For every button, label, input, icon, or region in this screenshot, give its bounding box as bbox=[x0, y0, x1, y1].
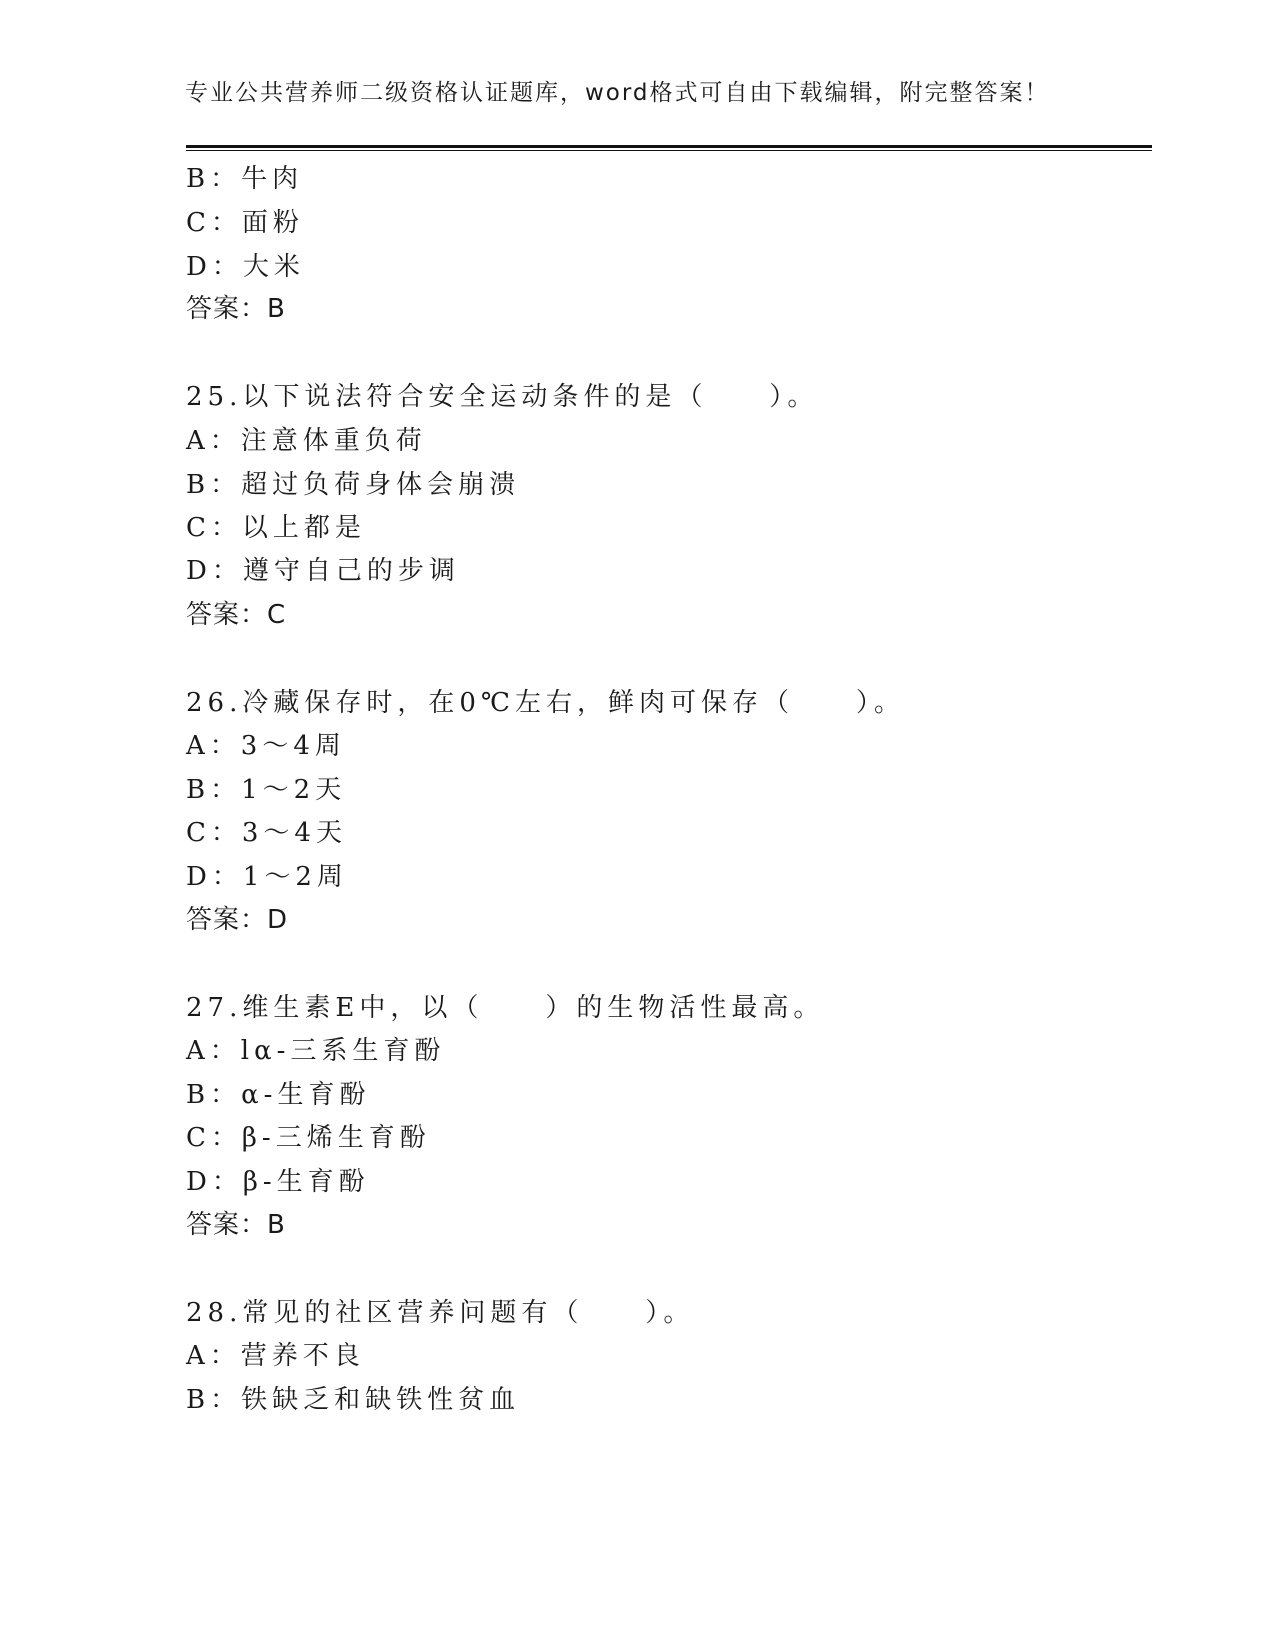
option-d: D：β-生育酚 bbox=[186, 1167, 370, 1197]
page-header: 专业公共营养师二级资格认证题库，word格式可自由下载编辑，附完整答案！ bbox=[185, 80, 1050, 106]
option-a: A：注意体重负荷 bbox=[186, 426, 427, 456]
option-d: D：大米 bbox=[186, 252, 305, 282]
question-stem: 27.维生素E中，以（ ）的生物活性最高。 bbox=[186, 993, 825, 1023]
answer: 答案：B bbox=[186, 294, 286, 324]
option-a: A：营养不良 bbox=[186, 1341, 365, 1371]
answer: 答案：C bbox=[186, 600, 287, 630]
question-stem: 26.冷藏保存时，在0℃左右，鲜肉可保存（ ）。 bbox=[186, 688, 905, 718]
option-a: A：lα-三系生育酚 bbox=[186, 1036, 446, 1066]
question-stem: 25.以下说法符合安全运动条件的是（ ）。 bbox=[186, 382, 819, 412]
option-c: C：以上都是 bbox=[186, 513, 366, 543]
option-d: D：1～2周 bbox=[186, 862, 348, 892]
header-divider bbox=[186, 145, 1152, 151]
option-d: D：遵守自己的步调 bbox=[186, 556, 460, 586]
option-c: C：β-三烯生育酚 bbox=[186, 1123, 431, 1153]
question-stem: 28.常见的社区营养问题有（ ）。 bbox=[186, 1298, 695, 1328]
option-b: B：α-生育酚 bbox=[186, 1080, 371, 1110]
option-b: B：铁缺乏和缺铁性贫血 bbox=[186, 1385, 521, 1415]
option-b: B：超过负荷身体会崩溃 bbox=[186, 470, 521, 500]
option-b: B：1～2天 bbox=[186, 775, 347, 805]
option-c: C：面粉 bbox=[186, 208, 304, 238]
option-c: C：3～4天 bbox=[186, 818, 347, 848]
answer: 答案：D bbox=[186, 905, 289, 935]
option-a: A：3～4周 bbox=[186, 731, 346, 761]
answer: 答案：B bbox=[186, 1210, 286, 1240]
option-b: B：牛肉 bbox=[186, 164, 304, 194]
